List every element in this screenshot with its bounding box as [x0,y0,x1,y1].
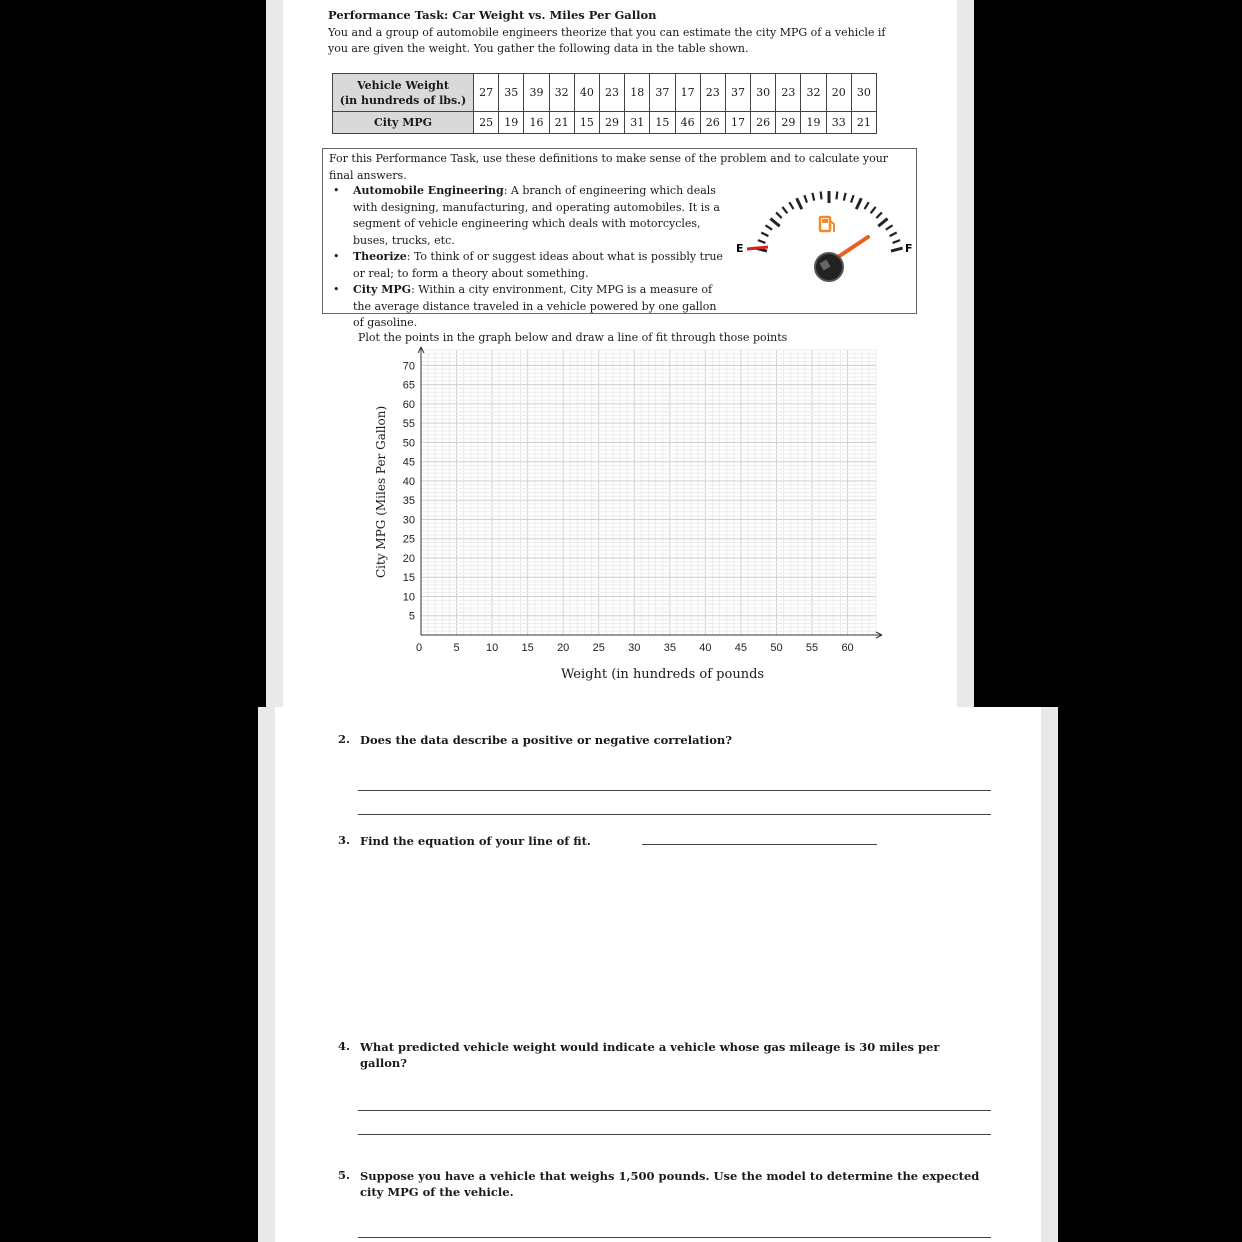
mpg-cell: 33 [826,112,851,134]
weight-cell: 30 [751,74,776,112]
weight-cell: 27 [474,74,499,112]
mpg-cell: 19 [499,112,524,134]
definition-term: Theorize [353,250,407,263]
gauge-empty-label: E [736,242,744,255]
x-tick-label: 5 [453,642,460,654]
gauge-tick [871,207,876,213]
weight-cell: 37 [650,74,675,112]
mpg-cell: 16 [524,112,549,134]
gauge-tick [878,219,887,227]
y-tick-label: 25 [402,533,415,546]
weight-cell: 23 [776,74,801,112]
mpg-cell: 21 [851,112,876,134]
question-text: Does the data describe a positive or negative correlation? [360,733,732,747]
question-text: Suppose you have a vehicle that weighs 1,500 pounds. Use the model to determine the expected city MPG of the vehicle. [360,1169,980,1199]
question-number: 3. [338,833,351,847]
weight-cell: 20 [826,74,851,112]
definition-item [329,249,724,282]
gauge-tick [770,219,779,227]
question-4 [338,1039,998,1070]
mpg-cell: 15 [574,112,599,134]
answer-line[interactable] [358,1134,991,1135]
weight-cell: 32 [801,74,826,112]
definitions-box [322,148,917,329]
gauge-full-label: F [905,242,913,255]
answer-line[interactable] [642,844,877,845]
bullet: • [333,184,340,197]
question-text: Find the equation of your line of fit. [360,834,591,848]
answer-line[interactable] [358,814,991,815]
definition-text: : Within a city environment, City MPG is a measure of the average distance traveled in a vehicle powered by one gallon of gasoline. [353,283,717,329]
x-tick-label: 45 [734,642,748,654]
y-tick-label: 5 [408,610,415,623]
mpg-cell: 17 [725,112,750,134]
mpg-cell: 31 [625,112,650,134]
question-2 [338,732,998,752]
mpg-cell: 29 [776,112,801,134]
y-tick-label: 35 [402,495,415,508]
bullet: • [333,250,340,263]
y-tick-label: 15 [402,572,415,585]
mpg-row [333,112,877,134]
fuel-gauge-icon [733,179,918,289]
y-axis-label: City MPG (Miles Per Gallon) [374,405,388,578]
gauge-tick [812,193,814,201]
gauge-tick [836,191,837,199]
y-tick-label: 50 [402,437,415,450]
weight-cell: 35 [499,74,524,112]
gauge-tick [821,191,822,199]
page-margin-left [266,0,283,707]
y-tick-label: 70 [402,360,415,373]
y-tick-label: 60 [402,398,415,411]
definition-term: Automobile Engineering [353,184,504,197]
weight-header-line1: Vehicle Weight [357,78,449,92]
answer-line[interactable] [358,790,991,791]
definition-item [329,183,724,249]
mpg-cell: 19 [801,112,826,134]
x-tick-label: 20 [557,642,570,654]
gauge-tick [893,240,900,243]
mpg-cell: 25 [474,112,499,134]
intro-text: You and a group of automobile engineers theorize that you can estimate the city MPG of a vehicle if you are given the weight. You gather the following data in the table shown. [328,26,886,55]
bullet: • [333,283,340,296]
gauge-tick [886,225,893,229]
x-tick-label: 60 [841,642,854,654]
weight-cell: 23 [700,74,725,112]
mpg-cell: 26 [700,112,725,134]
y-tick-label: 20 [402,552,415,565]
gauge-tick [782,207,787,213]
weight-cell: 40 [574,74,599,112]
x-tick-label: 30 [628,642,641,654]
definition-text: : To think of or suggest ideas about what is possibly true or real; to form a theory about something. [353,250,723,280]
question-number: 5. [338,1168,351,1182]
x-axis-label: Weight (in hundreds of pounds [561,667,765,682]
weight-cell: 23 [599,74,624,112]
y-tick-label: 65 [402,379,415,392]
gauge-tick [804,195,807,203]
gauge-tick [758,240,765,243]
mpg-cell: 26 [751,112,776,134]
y-tick-label: 30 [402,514,415,527]
y-tick-label: 55 [402,418,415,431]
question-number: 2. [338,732,351,746]
x-tick-label: 35 [663,642,676,654]
worksheet-page-1 [266,0,974,707]
mpg-cell: 46 [675,112,700,134]
plot-instructions: Plot the points in the graph below and draw a line of fit through those points [358,331,788,344]
x-tick-label: 0 [415,642,423,654]
gauge-tick [876,212,882,218]
data-table [332,73,877,134]
weight-cell: 30 [851,74,876,112]
answer-line[interactable] [358,1237,991,1238]
gauge-tick [761,232,768,236]
mpg-cell: 21 [549,112,574,134]
definitions-list [329,183,724,332]
fuel-pump-icon [820,217,834,232]
definition-term: City MPG [353,283,412,296]
weight-cell: 32 [549,74,574,112]
mpg-cell: 15 [650,112,675,134]
page-margin-left [258,707,275,1242]
weight-cell: 17 [675,74,700,112]
definition-item [329,282,724,332]
question-text: What predicted vehicle weight would indicate a vehicle whose gas mileage is 30 miles per gallon? [360,1040,940,1070]
empty-mark [747,247,768,249]
gauge-tick [844,193,846,201]
gauge-tick [891,248,903,251]
gauge-tick [776,212,782,218]
gauge-tick [765,225,772,229]
x-tick-label: 25 [592,642,605,654]
gauge-tick [851,195,854,203]
answer-line[interactable] [358,1110,991,1111]
x-tick-label: 15 [521,642,534,654]
mpg-row-header: City MPG [333,112,474,134]
x-tick-label: 50 [770,642,783,654]
weight-cell: 39 [524,74,549,112]
weight-cell: 18 [625,74,650,112]
y-tick-label: 40 [402,475,415,488]
question-number: 4. [338,1039,351,1053]
mpg-cell: 29 [599,112,624,134]
gauge-tick [890,232,897,236]
weight-row [333,74,877,112]
definition-text: : A branch of engineering which deals with designing, manufacturing, and operating automobiles. It is a segment of vehicle engineering which deals with motorcycles, buses, trucks, etc. [353,184,720,247]
question-3 [338,833,998,853]
page-margin-right [957,0,974,707]
worksheet-page-2 [258,707,1058,1242]
question-5 [338,1168,998,1204]
x-tick-label: 10 [485,642,499,654]
definitions-lead: For this Performance Task, use these definitions to make sense of the problem and to calculate your final answers. [329,152,889,182]
gauge-tick [789,202,793,209]
gauge-tick [856,198,861,209]
x-tick-label: 55 [805,642,819,654]
weight-header-line2: (in hundreds of lbs.) [339,93,467,107]
gauge-tick [865,202,869,209]
x-tick-label: 40 [699,642,712,654]
page-title: Performance Task: Car Weight vs. Miles Per Gallon [328,8,657,22]
weight-cell: 37 [725,74,750,112]
page-margin-right [1041,707,1058,1242]
y-tick-label: 10 [402,591,415,604]
scatter-plot-grid[interactable] [376,345,886,665]
weight-row-header [333,74,474,112]
y-tick-label: 45 [402,456,415,469]
gauge-tick [797,198,802,209]
